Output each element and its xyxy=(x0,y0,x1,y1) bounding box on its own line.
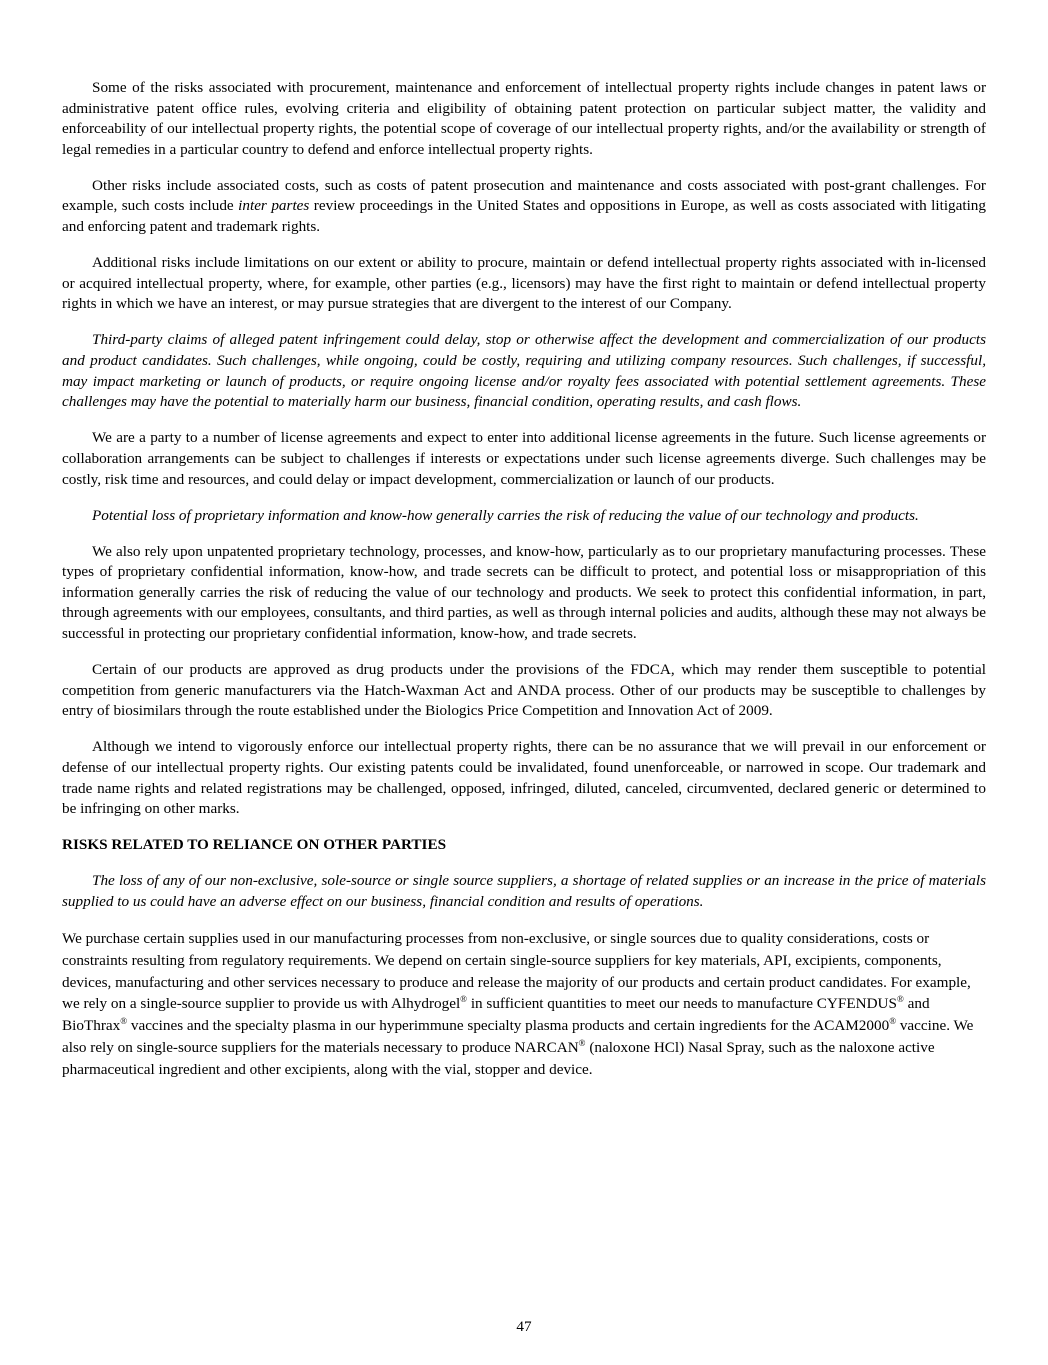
paragraph-license-agreements: We are a party to a number of license agreements and expect to enter into additional license agreements in the future. Such license agreements or collaboration arrangements can be subject to challenges if interests or expectations under such license agreements diverge. Such challenges may be costly, risk time and resources, and could delay or impact development, commercialization or launch of our products. xyxy=(62,429,986,488)
text: (naloxone HCl) Nasal Spray, such as the naloxone active pharmaceutical ingredient and other excipients, along with the vial, stopper and device. xyxy=(62,1039,935,1078)
risk-subheading-proprietary-info: Potential loss of proprietary information and know-how generally carries the risk of reducing the value of our technology and products. xyxy=(92,506,919,524)
registered-mark: ® xyxy=(896,994,904,1005)
text: vaccine. We also rely on single-source suppliers for the materials necessary to produce NARCAN xyxy=(62,1017,974,1057)
paragraph-other-risks xyxy=(62,176,986,238)
paragraph-fdca: Certain of our products are approved as drug products under the provisions of the FDCA, which may render them susceptible to potential competition from generic manufacturers via the Hatch-Waxman Act and ANDA process. Other of our products may be susceptible to challenges by entry of biosimilars through the route established under the Biologics Price Competition and Innovation Act of 2009. xyxy=(62,661,986,720)
registered-mark: ® xyxy=(120,1016,128,1027)
text: in sufficient quantities to meet our needs to manufacture CYFENDUS xyxy=(467,995,897,1013)
paragraph-additional-risks: Additional risks include limitations on our extent or ability to procure, maintain or defend intellectual property rights associated with in-licensed or acquired intellectual property, where, for example, other parties (e.g., licensors) may have the first right to maintain or defend intellectual property rights in which we have an interest, or may pursue strategies that are divergent to the interest of our Company. xyxy=(62,254,986,313)
text: review proceedings in the United States and oppositions in Europe, as well as costs associated with litigating and enforcing patent and trademark rights. xyxy=(62,197,986,236)
risk-subheading-suppliers: The loss of any of our non-exclusive, sole-source or single source suppliers, a shortage of related supplies or an increase in the price of materials supplied to us could have an adverse effect on our business, financial condition and results of operations. xyxy=(62,872,986,910)
registered-mark: ® xyxy=(460,994,468,1005)
document-page xyxy=(62,78,986,1096)
paragraph-suppliers xyxy=(62,928,986,1081)
registered-mark: ® xyxy=(578,1038,586,1049)
paragraph-enforcement: Although we intend to vigorously enforce our intellectual property rights, there can be no assurance that we will prevail in our enforcement or defense of our intellectual property rights. Our existing patents could be invalidated, found unenforceable, or narrowed in scope. Our trademark and trade name rights and related registrations may be challenged, opposed, infringed, diluted, canceled, circumvented, declared generic or determined to be infringing on other marks. xyxy=(62,738,986,818)
italic-term: inter partes xyxy=(238,197,310,215)
section-heading: RISKS RELATED TO RELIANCE ON OTHER PARTIES xyxy=(62,836,447,854)
paragraph-unpatented-technology: We also rely upon unpatented proprietary technology, processes, and know-how, particularly as to our proprietary manufacturing processes. These types of proprietary confidential information, know-how, and trade secrets can be difficult to protect, and potential loss or misappropriation of this information generally carries the risk of reducing the value of our technology and products. We seek to protect this confidential information, in part, through agreements with our employees, consultants, and third parties, as well as through internal policies and audits, although these may not always be successful in protecting our proprietary confidential information, know-how, and trade secrets. xyxy=(62,542,986,643)
text: vaccines and the specialty plasma in our hyperimmune specialty plasma products and certain ingredients for the ACAM2000 xyxy=(127,1017,890,1035)
text: Other risks include associated costs, such as costs of patent prosecution and maintenance and costs associated with post-grant challenges. For example, such costs include xyxy=(62,176,986,215)
registered-mark: ® xyxy=(889,1016,897,1027)
text: We purchase certain supplies used in our manufacturing processes from non-exclusive, or single sources due to quality considerations, costs or constraints resulting from regulatory requirements. We depend on certain single-source suppliers for key materials, API, excipients, components, devices, manufacturing and other services necessary to produce and release the majority of our products and certain product candidates. For example, we rely on a single-source supplier to provide us with Alhydrogel xyxy=(62,930,971,1013)
paragraph-ip-risks: Some of the risks associated with procurement, maintenance and enforcement of intellectual property rights include changes in patent laws or administrative patent office rules, evolving criteria and eligibility of obtaining patent protection on particular subject matter, the validity and enforceability of our intellectual property rights, the potential scope of coverage of our intellectual property rights, and/or the availability or strength of legal remedies in a particular country to defend and enforce intellectual property rights. xyxy=(62,79,986,158)
risk-subheading-third-party-claims: Third-party claims of alleged patent infringement could delay, stop or otherwise affect the development and commercialization of our products and product candidates. Such challenges, while ongoing, could be costly, requiring and utilizing company resources. Such challenges, if successful, may impact marketing or launch of products, or require ongoing license and/or royalty fees associated with potential settlement agreements. These challenges may have the potential to materially harm our business, financial condition, operating results, and cash flows. xyxy=(62,331,986,411)
text: and BioThrax xyxy=(62,995,930,1035)
page-number: 47 xyxy=(516,1318,532,1335)
